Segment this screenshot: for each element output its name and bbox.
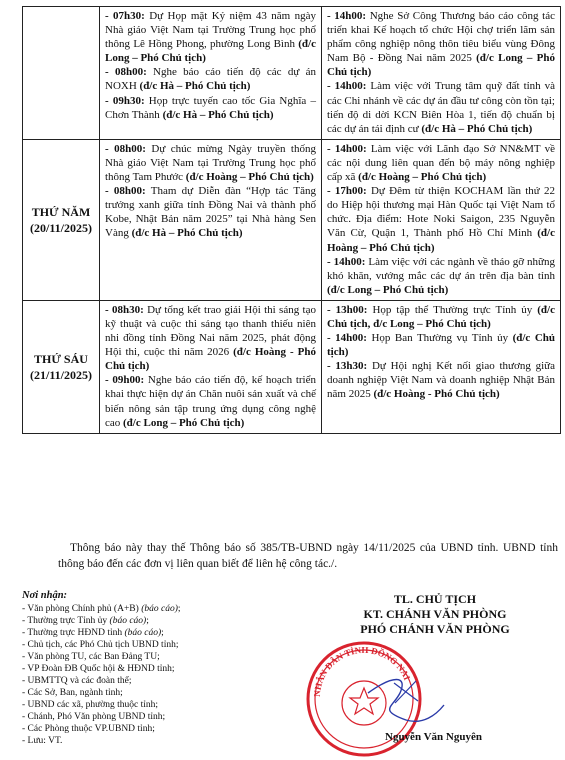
entry-text: Họp tập thể Thường trực Tỉnh ủy bbox=[367, 303, 538, 316]
entry-text: Họp Ban Thường vụ Tỉnh ủy bbox=[366, 332, 513, 345]
handwritten-signature bbox=[368, 680, 444, 722]
entry-time: - 08h00: bbox=[105, 66, 147, 79]
recipient-end: ; bbox=[177, 604, 181, 614]
entry-text: Dự Đêm từ thiện KOCHAM lần thứ 22 do Hiệp hội thương mại Hàn Quốc tại Việt Nam tổ chức. Địa điểm: Hote Noki Saigon, 235 Nguyễn Văn Cừ, Quận 1, Thành phố Hồ Chí Minh bbox=[327, 185, 555, 240]
recipient-text: - Chánh, Phó Văn phòng UBND tỉnh; bbox=[22, 712, 166, 722]
entry-officer: (đ/c Hà – Phó Chủ tịch) bbox=[421, 122, 533, 135]
schedule-row bbox=[23, 300, 561, 433]
recipient-item bbox=[22, 711, 292, 723]
recipient-item bbox=[22, 639, 292, 651]
entry-officer: (đ/c Hoàng – Phó Chủ tịch) bbox=[327, 227, 555, 254]
entry-time: - 14h00: bbox=[327, 80, 367, 93]
morning-cell bbox=[100, 300, 322, 433]
entry-time: - 09h30: bbox=[105, 94, 145, 107]
day-date: (21/11/2025) bbox=[30, 367, 92, 382]
entry-time: - 08h00: bbox=[105, 142, 146, 155]
schedule-table bbox=[22, 6, 561, 434]
schedule-body bbox=[23, 7, 561, 434]
entry-text: Làm việc với Lãnh đạo Sở NN&MT về các nội dung liên quan đến bộ máy nông nghiệp cấp xã bbox=[327, 142, 555, 184]
entry-text: Làm việc với các ngành về tháo gỡ những khó khăn, vướng mắc các dự án trên địa bàn tỉnh bbox=[327, 255, 555, 282]
entry-time: - 14h00: bbox=[327, 332, 367, 345]
schedule-entry bbox=[105, 9, 316, 65]
schedule-entry bbox=[327, 255, 555, 297]
entry-text: Dự Hội nghị Kết nối giao thương giữa doanh nghiệp Việt Nam và doanh nghiệp Nhật Bản năm 2025 bbox=[327, 360, 555, 401]
recipients-list bbox=[22, 603, 292, 747]
entry-officer: (đ/c Hà – Phó Chủ tịch) bbox=[131, 227, 243, 240]
seal-lettering: NHÂN DÂN TỈNH ĐỒNG NAI bbox=[311, 644, 413, 698]
recipient-note: (báo cáo) bbox=[141, 604, 178, 614]
recipient-text: - Chủ tịch, các Phó Chủ tịch UBND tỉnh; bbox=[22, 640, 179, 650]
recipient-end: ; bbox=[146, 616, 149, 626]
entry-text: Dự tổng kết trao giải Hội thi sáng tạo kỹ thuật và cuộc thi sáng tạo thanh thiếu niên nhi đồng tỉnh Đồng Nai năm 2025, phát động Hội thi, cuộc thi năm 2026 bbox=[105, 303, 316, 359]
schedule-entry bbox=[327, 303, 555, 331]
entry-time: - 14h00: bbox=[327, 255, 366, 268]
recipient-item bbox=[22, 687, 292, 699]
recipient-item bbox=[22, 735, 292, 747]
recipient-item bbox=[22, 675, 292, 687]
signature-line-3: PHÓ CHÁNH VĂN PHÒNG bbox=[360, 622, 510, 636]
entry-officer: (đ/c Hoàng – Phó Chủ tịch) bbox=[185, 171, 314, 184]
entry-time: - 07h30: bbox=[105, 10, 145, 22]
recipient-text: - Văn phòng TU, các Ban Đảng TU; bbox=[22, 652, 160, 662]
recipient-text: - VP Đoàn ĐB Quốc hội & HĐND tỉnh; bbox=[22, 664, 175, 674]
recipient-item bbox=[22, 723, 292, 735]
recipient-text: - Thường trực HĐND tỉnh bbox=[22, 628, 125, 638]
entry-time: - 13h30: bbox=[327, 360, 368, 373]
morning-cell bbox=[100, 139, 322, 300]
signature-line-1: TL. CHỦ TỊCH bbox=[393, 592, 477, 606]
day-cell bbox=[23, 139, 100, 300]
entry-officer: (đ/c Hoàng – Phó Chủ tịch) bbox=[358, 171, 487, 184]
entry-time: - 14h00: bbox=[327, 142, 367, 155]
entry-text: Nghe Sở Công Thương báo cáo công tác triển khai Kế hoạch tổ chức Hội chợ triển lãm sản phẩm công nghiệp nông thôn tiêu biểu vùng Đông Nam Bộ - Đồng Nai năm 2025 bbox=[327, 10, 555, 65]
recipient-item bbox=[22, 627, 292, 639]
signature-block bbox=[315, 592, 555, 637]
entry-officer: (đ/c Long – Phó Chủ tịch) bbox=[327, 52, 555, 79]
entry-officer: (đ/c Chủ tịch, đ/c Long – Phó Chủ tịch) bbox=[327, 303, 555, 330]
day-date: (20/11/2025) bbox=[30, 220, 92, 235]
entry-time: - 08h30: bbox=[105, 303, 144, 316]
entry-text: Nghe báo cáo tiến độ các dự án NOXH bbox=[105, 66, 316, 93]
schedule-entry bbox=[105, 65, 316, 93]
entry-time: - 13h00: bbox=[327, 303, 368, 316]
schedule-entry bbox=[105, 142, 316, 184]
recipient-text: - Thường trực Tỉnh ủy bbox=[22, 616, 110, 626]
morning-cell bbox=[100, 7, 322, 140]
day-cell bbox=[23, 300, 100, 433]
recipient-item bbox=[22, 699, 292, 711]
schedule-entry bbox=[327, 184, 555, 254]
recipient-item bbox=[22, 615, 292, 627]
schedule-entry bbox=[327, 79, 555, 135]
recipient-end: ; bbox=[161, 628, 164, 638]
entry-text: Dự Họp mặt Kỷ niệm 43 năm ngày Nhà giáo Việt Nam tại Trường Trung học phổ thông Lê Hồng Phong, phường Long Bình bbox=[105, 10, 316, 51]
entry-officer: (đ/c Hoàng - Phó Chủ tịch) bbox=[373, 388, 500, 401]
entry-officer: (đ/c Hà – Phó Chủ tịch) bbox=[139, 80, 251, 93]
recipient-text: - Lưu: VT. bbox=[22, 736, 63, 746]
day-cell bbox=[23, 7, 100, 140]
recipient-text: - Văn phòng Chính phủ (A+B) bbox=[22, 604, 142, 614]
schedule-entry bbox=[327, 331, 555, 359]
entry-officer: (đ/c Chủ tịch) bbox=[327, 332, 556, 359]
afternoon-cell bbox=[322, 139, 561, 300]
entry-text: Họp trực tuyến cao tốc Gia Nghĩa – Chơn Thành bbox=[105, 94, 316, 121]
schedule-row bbox=[23, 7, 561, 140]
recipient-text: - Các Sở, Ban, ngành tỉnh; bbox=[22, 688, 123, 698]
entry-officer: (đ/c Long – Phó Chủ tịch) bbox=[327, 283, 449, 296]
entry-officer: (đ/c Long – Phó Chủ tịch) bbox=[105, 38, 316, 65]
entry-officer: (đ/c Hoàng - Phó Chủ tịch) bbox=[105, 346, 316, 373]
entry-time: - 17h00: bbox=[327, 185, 367, 198]
day-name: THỨ NĂM bbox=[31, 204, 91, 219]
afternoon-cell bbox=[322, 300, 561, 433]
signer-name: Nguyễn Văn Nguyên bbox=[385, 731, 482, 743]
schedule-entry bbox=[105, 184, 316, 240]
entry-text: Dự chúc mừng Ngày truyền thống Nhà giáo Việt Nam tại Trường Trung học phổ thông Tam Phước bbox=[105, 142, 316, 184]
day-name: THỨ SÁU bbox=[34, 351, 88, 366]
recipient-note: (báo cáo) bbox=[109, 616, 147, 626]
schedule-entry bbox=[327, 9, 555, 79]
recipient-item bbox=[22, 663, 292, 675]
schedule-entry bbox=[105, 303, 316, 373]
schedule-entry bbox=[327, 359, 555, 401]
schedule-row bbox=[23, 139, 561, 300]
signature-line-2: KT. CHÁNH VĂN PHÒNG bbox=[363, 607, 507, 621]
recipient-text: - UBND các xã, phường thuộc tỉnh; bbox=[22, 700, 159, 710]
schedule-entry bbox=[327, 142, 555, 184]
recipient-item bbox=[22, 603, 292, 615]
recipient-text: - UBMTTQ và các đoàn thể; bbox=[22, 676, 132, 686]
entry-time: - 08h00: bbox=[105, 185, 146, 198]
recipient-text: - Các Phòng thuộc VP.UBND tỉnh; bbox=[22, 724, 155, 734]
recipients-block bbox=[22, 590, 292, 747]
recipient-note: (báo cáo) bbox=[124, 628, 162, 638]
closing-paragraph: Thông báo này thay thế Thông báo số 385/TB-UBND ngày 14/11/2025 của UBND tỉnh. UBND tỉnh thông báo đến các đơn vị liên quan biết để liên hệ công tác./. bbox=[58, 542, 558, 570]
entry-officer: (đ/c Long – Phó Chủ tịch) bbox=[123, 416, 245, 429]
entry-officer: (đ/c Hà – Phó Chủ tịch) bbox=[162, 108, 274, 121]
entry-time: - 14h00: bbox=[327, 10, 367, 22]
entry-text: Tham dự Diễn đàn “Hợp tác Tăng trưởng xanh giữa tỉnh Đồng Nai và thành phố Kobe, Nhật Bản năm 2025” tại Nhà hàng Sen Vàng bbox=[105, 185, 316, 240]
entry-time: - 09h00: bbox=[105, 374, 145, 387]
entry-text: Làm việc với Trung tâm quỹ đất tỉnh và các Chi nhánh về các dự án đầu tư công còn tồn tại; tiến độ di dời KCN Biên Hòa 1, tiến độ chuẩn bị các dự án tái định cư bbox=[327, 80, 556, 135]
recipient-item bbox=[22, 651, 292, 663]
schedule-entry bbox=[105, 94, 316, 122]
schedule-entry bbox=[105, 373, 316, 429]
entry-text: Nghe báo cáo tiến độ, kế hoạch triển khai thực hiện dự án Chăn nuôi sản xuất và chế biến nông sản tập trung ứng dụng công nghệ cao bbox=[105, 374, 316, 429]
afternoon-cell bbox=[322, 7, 561, 140]
recipients-title: Nơi nhận: bbox=[22, 590, 68, 601]
